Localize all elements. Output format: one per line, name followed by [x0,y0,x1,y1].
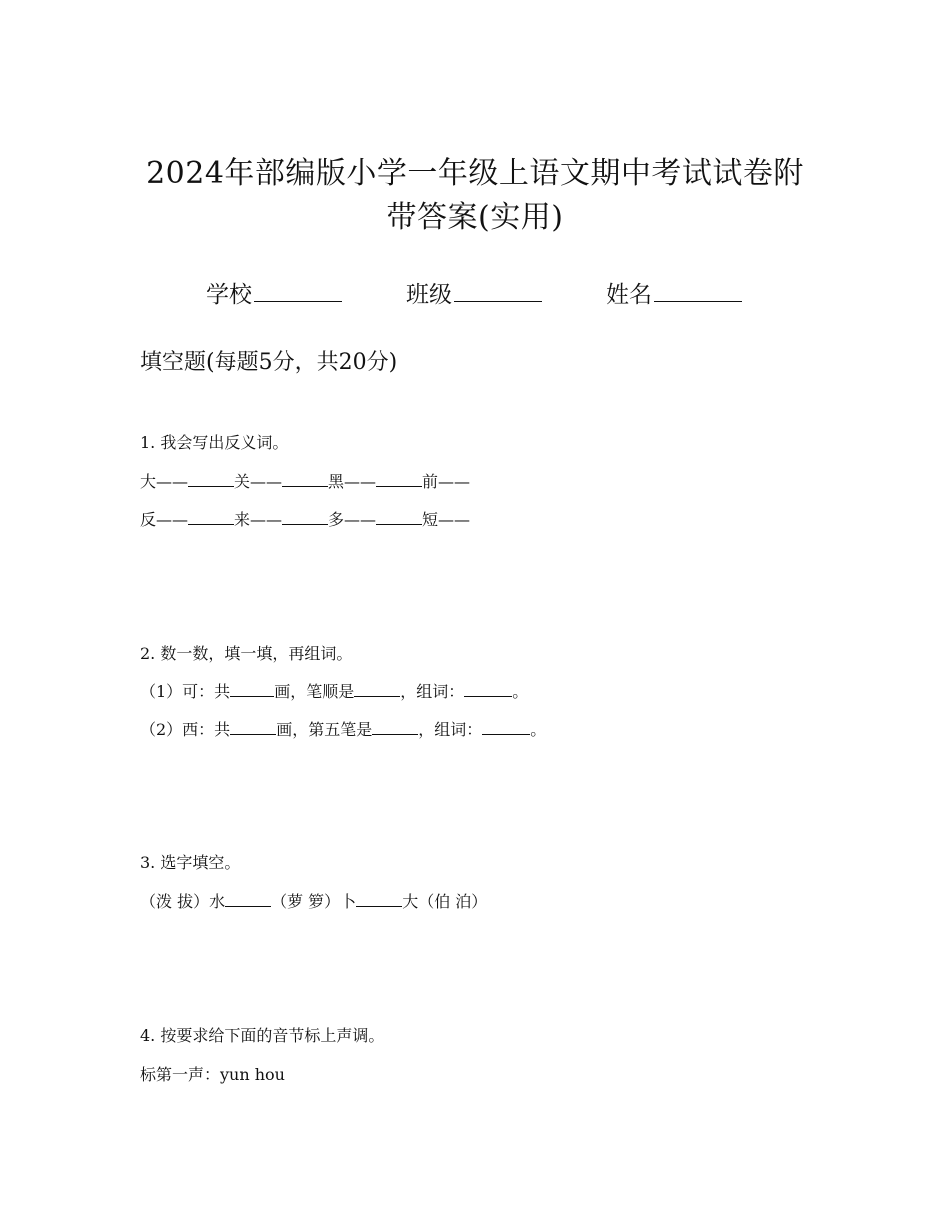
answer-blank[interactable] [354,680,400,697]
q2-line-1 [140,680,528,703]
answer-blank[interactable] [356,890,402,907]
q3-line [140,890,487,913]
antonym-cue: 短—— [422,510,471,529]
antonym-cue: 前—— [422,472,471,491]
answer-blank[interactable] [372,718,418,735]
q3-prompt: 3. 选字填空。 [140,853,241,872]
q4-prompt: 4. 按要求给下面的音节标上声调。 [140,1026,385,1045]
name-label: 姓名 [606,282,652,308]
q2-text: ，组词： [400,682,465,701]
antonym-cue: 大—— [140,472,189,491]
answer-blank[interactable] [282,508,328,525]
q3-text: 大（伯 泊） [402,892,488,911]
q2-text: 。 [530,720,547,739]
antonym-cue: 黑—— [328,472,377,491]
answer-blank[interactable] [230,680,274,697]
q4-line-1: 标第一声：yun hou [140,1065,285,1084]
q1-prompt: 1. 我会写出反义词。 [140,433,289,452]
q2-prompt: 2. 数一数，填一填，再组词。 [140,644,353,663]
answer-blank[interactable] [188,508,234,525]
section-heading: 填空题(每题5分，共20分) [140,350,398,375]
answer-blank[interactable] [225,890,271,907]
antonym-cue: 多—— [328,510,377,529]
answer-blank[interactable] [376,470,422,487]
answer-blank[interactable] [282,470,328,487]
q3-text: （萝 箩）卜 [271,892,357,911]
antonym-cue: 来—— [234,510,283,529]
q2-line-2 [140,718,546,741]
school-field[interactable] [206,276,342,309]
class-blank[interactable] [454,279,542,302]
school-blank[interactable] [254,279,342,302]
title-line-2: 带答案(实用) [386,200,564,235]
answer-blank[interactable] [188,470,234,487]
q2-text: （2）西：共 [140,720,231,739]
antonym-cue: 关—— [234,472,283,491]
q2-text: ，组词： [418,720,483,739]
answer-blank[interactable] [482,718,530,735]
q2-text: 画，第五笔是 [276,720,373,739]
name-field[interactable] [606,276,742,309]
school-label: 学校 [206,282,252,308]
q2-text: 。 [512,682,529,701]
q2-text: （1）可：共 [140,682,231,701]
class-label: 班级 [406,282,452,308]
name-blank[interactable] [654,279,742,302]
class-field[interactable] [406,276,542,309]
exam-title [0,152,950,240]
answer-blank[interactable] [376,508,422,525]
q1-row-1 [140,470,470,493]
answer-blank[interactable] [464,680,512,697]
student-info-row [0,276,950,310]
answer-blank[interactable] [230,718,276,735]
q2-text: 画，笔顺是 [274,682,355,701]
q3-text: （泼 拔）水 [140,892,226,911]
q1-row-2 [140,508,470,531]
antonym-cue: 反—— [140,510,189,529]
title-line-1: 2024年部编版小学一年级上语文期中考试试卷附 [146,156,804,191]
